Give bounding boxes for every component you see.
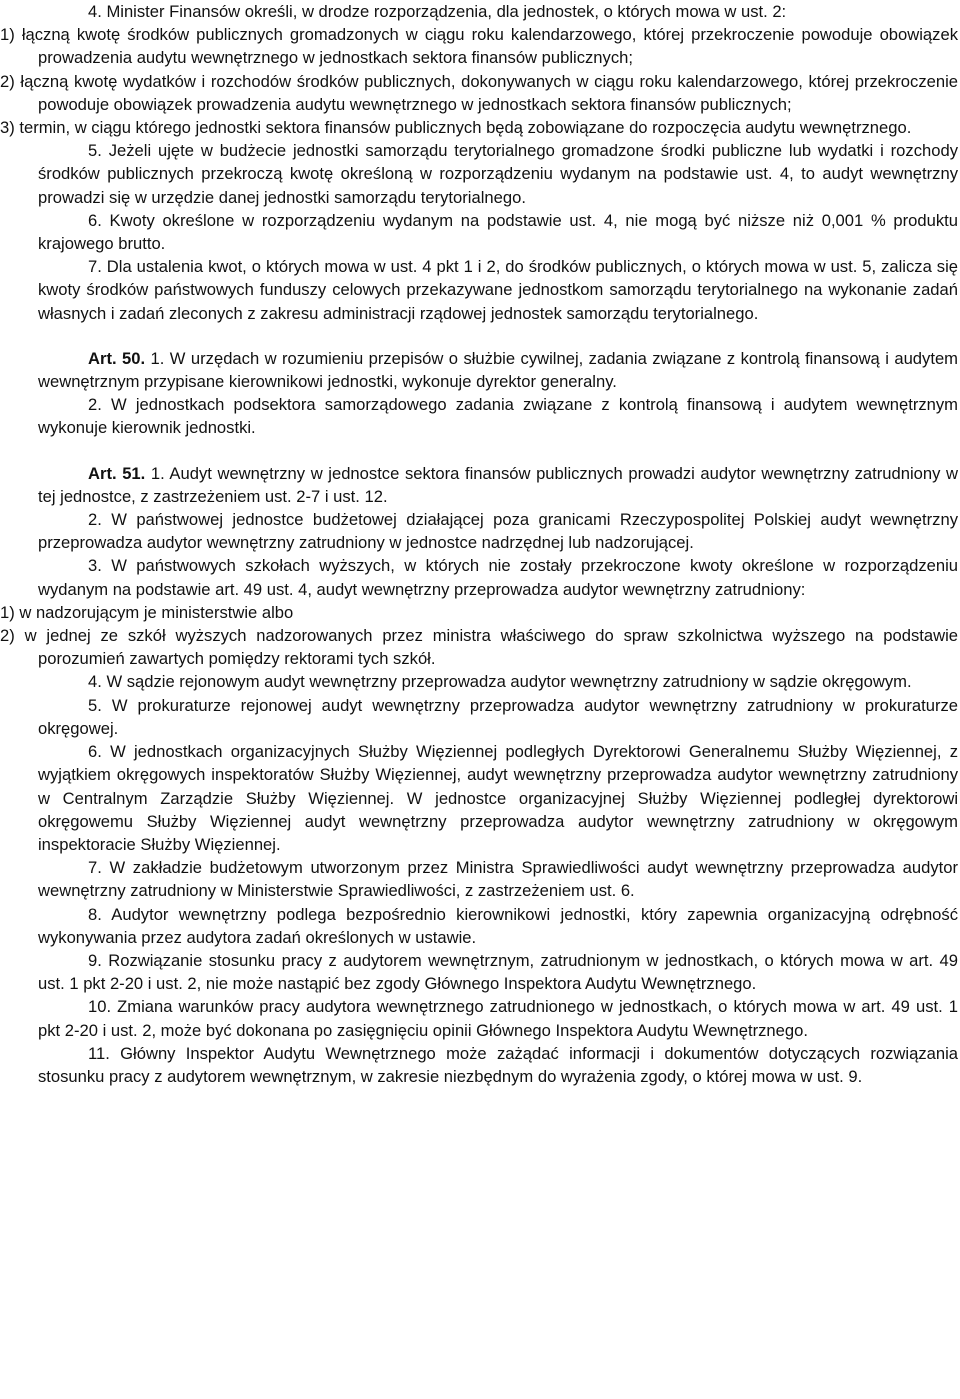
- art51-paragraph-11: 11. Główny Inspektor Audytu Wewnętrznego może zażądać informacji i dokumentów dotyczących rozwiązania stosunku pracy z audytorem wewnętrznym, w zakresie niezbędnym do wyrażenia zgody, o której mowa w ust. 9.: [38, 1043, 958, 1086]
- sec49-paragraph-6: 6. Kwoty określone w rozporządzeniu wydanym na podstawie ust. 4, nie mogą być niższe niż 0,001 % produktu krajowego brutto.: [38, 210, 958, 254]
- sec49-paragraph-5: 5. Jeżeli ujęte w budżecie jednostki samorządu terytorialnego gromadzone środki publiczne lub wydatki i rozchody środków publicznych przekroczą kwotę określoną w rozporządzeniu wydanym na podstawie ust. 4, to audyt wewnętrzny prowadzi się w urzędzie danej jednostki samorządu terytorialnego.: [38, 141, 958, 207]
- art51-p3-item-2: 2) w jednej ze szkół wyższych nadzorowanych przez ministra właściwego do spraw szkolnictwa wyższego na podstawie porozumień zawartych pomiędzy rektorami tych szkół.: [0, 626, 958, 669]
- art51-paragraph-1-text: 1. Audyt wewnętrzny w jednostce sektora finansów publicznych prowadzi audytor wewnętrzny zatrudniony w tej jednostce, z zastrzeżeniem ust. 2-7 i ust. 12.: [38, 463, 958, 506]
- art51-paragraph-9: 9. Rozwiązanie stosunku pracy z audytorem wewnętrznym, zatrudnionym w jednostkach, o których mowa w art. 49 ust. 1 pkt 2-20 i ust. 2, nie może nastąpić bez zgody Głównego Inspektora Audytu Wewnętrznego.: [38, 950, 958, 994]
- art51-paragraph-10: 10. Zmiana warunków pracy audytora wewnętrznego zatrudnionego w jednostkach, o których mowa w art. 49 ust. 1 pkt 2-20 i ust. 2, może być dokonana po zasięgnięciu opinii Głównego Inspektora Audytu Wewnętrznego.: [38, 997, 958, 1040]
- art51-heading: Art. 51.: [88, 463, 146, 483]
- sec49-item-1: 1) łączną kwotę środków publicznych gromadzonych w ciągu roku kalendarzowego, której przekroczenie powoduje obowiązek prowadzenia audytu wewnętrznego w jednostkach sektora finansów publicznych;: [0, 25, 958, 68]
- art51-paragraph-2: 2. W państwowej jednostce budżetowej działającej poza granicami Rzeczypospolitej Polskiej audyt wewnętrzny przeprowadza audytor wewnętrzny zatrudniony w jednostce nadrzędnej lub nadzorującej.: [38, 510, 958, 553]
- art51-paragraph-7: 7. W zakładzie budżetowym utworzonym przez Ministra Sprawiedliwości audyt wewnętrzny przeprowadza audytor wewnętrzny zatrudniony w Ministerstwie Sprawiedliwości, z zastrzeżeniem ust. 6.: [38, 858, 958, 901]
- art51-paragraph-5: 5. W prokuraturze rejonowej audyt wewnętrzny przeprowadza audytor wewnętrzny zatrudniony w prokuraturze okręgowej.: [38, 695, 958, 738]
- sec49-paragraph-7: 7. Dla ustalenia kwot, o których mowa w ust. 4 pkt 1 i 2, do środków publicznych, o których mowa w ust. 5, zalicza się kwoty środków państwowych funduszy celowych przekazywane jednostkom samorządu terytorialnego na wykonanie zadań własnych i zadań zleconych z zakresu administracji rządowej jednostek samorządu terytorialnego.: [38, 257, 958, 323]
- art50-paragraph-2: 2. W jednostkach podsektora samorządowego zadania związane z kontrolą finansową i audytem wewnętrznym wykonuje kierownik jednostki.: [38, 395, 958, 438]
- sec49-item-3: 3) termin, w ciągu którego jednostki sektora finansów publicznych będą zobowiązane do rozpoczęcia audytu wewnętrznego.: [0, 118, 912, 138]
- art50-paragraph-1: [38, 347, 958, 393]
- art51-paragraph-3: 3. W państwowych szkołach wyższych, w których nie zostały przekroczone kwoty określone w rozporządzeniu wydanym na podstawie art. 49 ust. 4, audyt wewnętrzny przeprowadza audytor wewnętrzny zatrudniony:: [38, 556, 958, 599]
- art51-paragraph-1: [38, 462, 958, 508]
- sec49-paragraph-4: 4. Minister Finansów określi, w drodze rozporządzenia, dla jednostek, o których mowa w ust. 2:: [88, 2, 787, 21]
- art51-paragraph-8: 8. Audytor wewnętrzny podlega bezpośrednio kierownikowi jednostki, który zapewnia organizacyjną odrębność wykonywania przez audytora zadań określonych w ustawie.: [38, 904, 958, 947]
- art51-paragraph-4: 4. W sądzie rejonowym audyt wewnętrzny przeprowadza audytor wewnętrzny zatrudniony w sądzie okręgowym.: [88, 672, 912, 692]
- art50-paragraph-1-text: 1. W urzędach w rozumieniu przepisów o służbie cywilnej, zadania związane z kontrolą finansową i audytem wewnętrznym przypisane kierownikowi jednostki, wykonuje dyrektor generalny.: [38, 348, 958, 392]
- art51-paragraph-6: 6. W jednostkach organizacyjnych Służby Więziennej podległych Dyrektorowi Generalnemu Służby Więziennej, z wyjątkiem okręgowych inspektoratów Służby Więziennej, audyt wewnętrzny przeprowadza audytor wewnętrzny zatrudniony w Centralnym Zarządzie Służby Więziennej. W jednostce organizacyjnej Służby Więziennej podległej dyrektorowi okręgowemu Służby Więziennej audyt wewnętrzny przeprowadza audytor wewnętrzny zatrudniony w okręgowym inspektoracie Służby Więziennej.: [38, 742, 958, 854]
- sec49-item-2: 2) łączną kwotę wydatków i rozchodów środków publicznych, dokonywanych w ciągu roku kalendarzowego, której przekroczenie powoduje obowiązek prowadzenia audytu wewnętrznego w jednostkach sektora finansów publicznych;: [0, 71, 958, 114]
- art51-p3-item-1: 1) w nadzorującym je ministerstwie albo: [0, 602, 294, 622]
- art50-heading: Art. 50.: [88, 348, 146, 368]
